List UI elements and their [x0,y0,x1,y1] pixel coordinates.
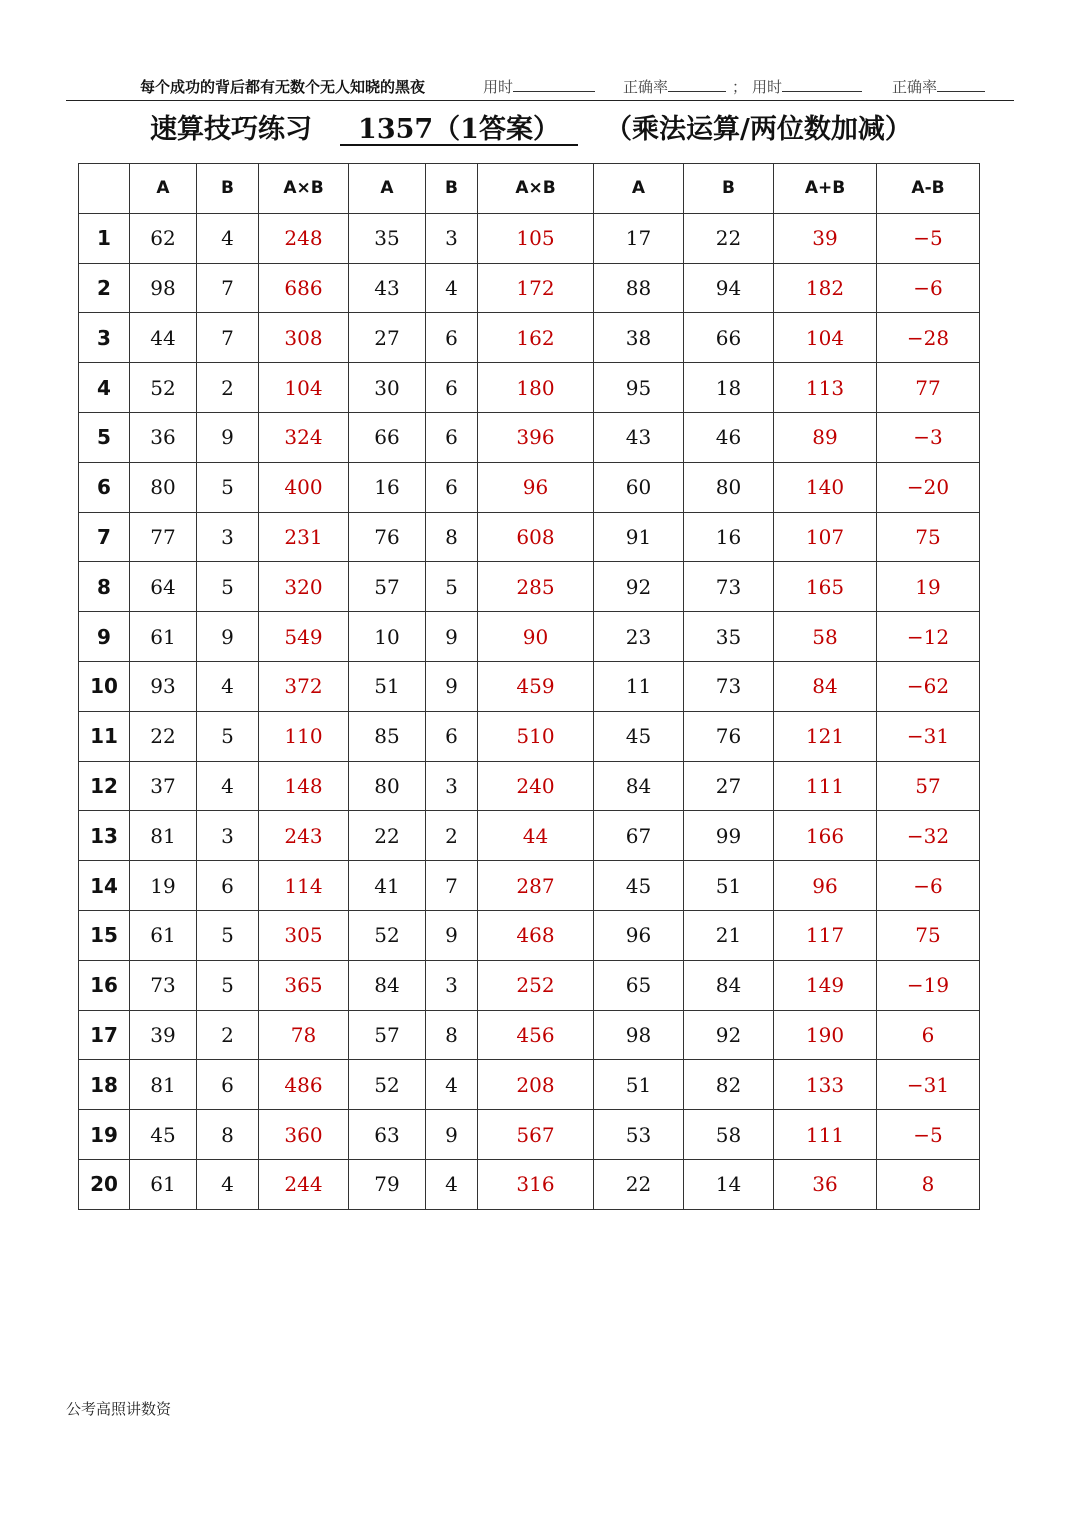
time-label-2-text: 用时 [752,78,783,96]
operand-cell: 8 [426,1010,478,1060]
operand-cell: 92 [594,562,684,612]
table-row [79,711,980,761]
answer-cell: −32 [877,811,980,861]
operand-cell: 39 [130,1010,197,1060]
operand-cell: 38 [594,313,684,363]
operand-cell: 14 [684,1159,774,1209]
operand-cell: 6 [426,711,478,761]
operand-cell: 81 [130,811,197,861]
answer-cell: 567 [478,1110,594,1160]
operand-cell: 4 [197,761,259,811]
operand-cell: 6 [197,1060,259,1110]
answer-cell: 96 [774,861,877,911]
worksheet-title [150,108,950,152]
answer-cell: 140 [774,462,877,512]
operand-cell: 5 [197,562,259,612]
operand-cell: 98 [594,1010,684,1060]
operand-cell: 35 [349,213,426,263]
operand-cell: 80 [130,462,197,512]
answer-cell: 686 [259,263,349,313]
answer-cell: 162 [478,313,594,363]
answer-cell: 459 [478,661,594,711]
operand-cell: 36 [130,412,197,462]
time-label-text: 用时 [483,78,514,96]
operand-cell: 23 [594,612,684,662]
row-number: 18 [79,1060,130,1110]
operand-cell: 46 [684,412,774,462]
answer-cell: 231 [259,512,349,562]
operand-cell: 3 [426,761,478,811]
answer-cell: 121 [774,711,877,761]
row-number: 17 [79,1010,130,1060]
accuracy-label-2-text: 正确率 [892,78,938,96]
operand-cell: 91 [594,512,684,562]
answer-cell: 114 [259,861,349,911]
footer-text: 公考高照讲数资 [66,1400,172,1418]
table-row [79,1060,980,1110]
operand-cell: 19 [130,861,197,911]
answer-cell: 372 [259,661,349,711]
operand-cell: 52 [349,1060,426,1110]
table-row [79,811,980,861]
operand-cell: 8 [426,512,478,562]
operand-cell: 27 [684,761,774,811]
row-number: 5 [79,412,130,462]
table-row [79,313,980,363]
answer-cell: 285 [478,562,594,612]
operand-cell: 45 [130,1110,197,1160]
answer-cell: 133 [774,1060,877,1110]
answer-cell: 111 [774,761,877,811]
answer-cell: 287 [478,861,594,911]
table-row [79,910,980,960]
answer-cell: 78 [259,1010,349,1060]
row-number: 9 [79,612,130,662]
operand-cell: 4 [197,661,259,711]
operand-cell: 4 [426,1159,478,1209]
operand-cell: 84 [594,761,684,811]
answer-cell: −31 [877,711,980,761]
answer-cell: 104 [259,363,349,413]
answer-cell: 316 [478,1159,594,1209]
operand-cell: 53 [594,1110,684,1160]
operand-cell: 84 [684,960,774,1010]
operand-cell: 2 [197,1010,259,1060]
operand-cell: 7 [426,861,478,911]
operand-cell: 41 [349,861,426,911]
row-number: 13 [79,811,130,861]
row-number: 7 [79,512,130,562]
operand-cell: 5 [426,562,478,612]
operand-cell: 9 [197,412,259,462]
operand-cell: 51 [594,1060,684,1110]
operand-cell: 94 [684,263,774,313]
answer-cell: 104 [774,313,877,363]
answer-cell: 172 [478,263,594,313]
answer-cell: 510 [478,711,594,761]
answer-cell: 107 [774,512,877,562]
answer-cell: −6 [877,263,980,313]
operand-cell: 93 [130,661,197,711]
operand-cell: 67 [594,811,684,861]
answer-cell: 308 [259,313,349,363]
answer-cell: 166 [774,811,877,861]
operand-cell: 16 [349,462,426,512]
accuracy-label [623,76,668,98]
operand-cell: 43 [594,412,684,462]
table-row [79,1110,980,1160]
table-row [79,960,980,1010]
operand-cell: 73 [130,960,197,1010]
table-row [79,1010,980,1060]
header-row [79,164,980,214]
title-subtitle: （乘法运算/两位数加减） [605,114,912,145]
row-number: 11 [79,711,130,761]
operand-cell: 4 [197,1159,259,1209]
operand-cell: 9 [426,910,478,960]
answer-cell: 57 [877,761,980,811]
operand-cell: 16 [684,512,774,562]
operand-cell: 22 [594,1159,684,1209]
operand-cell: 43 [349,263,426,313]
column-header: A×B [478,164,594,214]
operand-cell: 4 [197,213,259,263]
row-number: 16 [79,960,130,1010]
operand-cell: 51 [349,661,426,711]
operand-cell: 85 [349,711,426,761]
operand-cell: 5 [197,711,259,761]
answer-cell: 90 [478,612,594,662]
operand-cell: 44 [130,313,197,363]
column-header: A×B [259,164,349,214]
answer-cell: 180 [478,363,594,413]
operand-cell: 17 [594,213,684,263]
column-header: B [684,164,774,214]
operand-cell: 73 [684,562,774,612]
answer-cell: 240 [478,761,594,811]
operand-cell: 9 [197,612,259,662]
answer-cell: 244 [259,1159,349,1209]
operand-cell: 10 [349,612,426,662]
operand-cell: 66 [349,412,426,462]
operand-cell: 22 [349,811,426,861]
operand-cell: 96 [594,910,684,960]
table-row [79,263,980,313]
row-number: 4 [79,363,130,413]
answer-cell: 105 [478,213,594,263]
answer-cell: 468 [478,910,594,960]
answer-cell: 19 [877,562,980,612]
operand-cell: 45 [594,711,684,761]
answer-cell: 39 [774,213,877,263]
time-blank-2[interactable] [782,76,862,92]
operand-cell: 80 [349,761,426,811]
table-body [79,213,980,1209]
operand-cell: 22 [130,711,197,761]
answer-cell: 89 [774,412,877,462]
operand-cell: 6 [426,313,478,363]
operand-cell: 6 [426,363,478,413]
operand-cell: 98 [130,263,197,313]
operand-cell: 5 [197,910,259,960]
answer-cell: 456 [478,1010,594,1060]
operand-cell: 52 [130,363,197,413]
title-main: 速算技巧练习 [150,114,312,145]
answer-cell: 110 [259,711,349,761]
table-row [79,512,980,562]
answer-cell: 84 [774,661,877,711]
column-header: A [594,164,684,214]
column-header [79,164,130,214]
table-row [79,213,980,263]
answer-table [78,163,980,1210]
row-number: 15 [79,910,130,960]
operand-cell: 63 [349,1110,426,1160]
answer-cell: 608 [478,512,594,562]
operand-cell: 45 [594,861,684,911]
table-row [79,861,980,911]
answer-cell: 365 [259,960,349,1010]
column-header: A-B [877,164,980,214]
table-row [79,562,980,612]
table-row [79,761,980,811]
operand-cell: 52 [349,910,426,960]
answer-cell: 75 [877,910,980,960]
answer-cell: 8 [877,1159,980,1209]
operand-cell: 62 [130,213,197,263]
answer-cell: 243 [259,811,349,861]
answer-cell: 111 [774,1110,877,1160]
row-number: 6 [79,462,130,512]
operand-cell: 84 [349,960,426,1010]
motto-text: 每个成功的背后都有无数个无人知晓的黑夜 [140,78,426,96]
table-row [79,661,980,711]
time-label [483,76,513,98]
table-row [79,412,980,462]
answer-cell: −12 [877,612,980,662]
row-number: 12 [79,761,130,811]
page-header [66,76,1014,101]
time-label-2 [752,76,782,98]
operand-cell: 60 [594,462,684,512]
operand-cell: 61 [130,612,197,662]
operand-cell: 9 [426,661,478,711]
answer-cell: 77 [877,363,980,413]
column-header: B [426,164,478,214]
answer-cell: −6 [877,861,980,911]
operand-cell: 5 [197,960,259,1010]
operand-cell: 76 [684,711,774,761]
answer-cell: −19 [877,960,980,1010]
accuracy-label-text: 正确率 [623,78,669,96]
operand-cell: 79 [349,1159,426,1209]
answer-cell: 486 [259,1060,349,1110]
answer-cell: −62 [877,661,980,711]
answer-cell: −28 [877,313,980,363]
answer-cell: 117 [774,910,877,960]
table-row [79,363,980,413]
answer-cell: 320 [259,562,349,612]
operand-cell: 35 [684,612,774,662]
operand-cell: 3 [197,811,259,861]
answer-cell: 36 [774,1159,877,1209]
answer-cell: 248 [259,213,349,263]
table-row [79,612,980,662]
answer-cell: −5 [877,1110,980,1160]
answer-cell: 549 [259,612,349,662]
operand-cell: 58 [684,1110,774,1160]
operand-cell: 3 [197,512,259,562]
answer-cell: 182 [774,263,877,313]
answer-cell: 6 [877,1010,980,1060]
operand-cell: 95 [594,363,684,413]
operand-cell: 82 [684,1060,774,1110]
answer-cell: −3 [877,412,980,462]
table-row [79,462,980,512]
operand-cell: 4 [426,1060,478,1110]
operand-cell: 21 [684,910,774,960]
answer-cell: 75 [877,512,980,562]
operand-cell: 9 [426,1110,478,1160]
operand-cell: 7 [197,263,259,313]
operand-cell: 4 [426,263,478,313]
answer-cell: −20 [877,462,980,512]
answer-cell: 44 [478,811,594,861]
answer-cell: 324 [259,412,349,462]
operand-cell: 37 [130,761,197,811]
row-number: 3 [79,313,130,363]
operand-cell: 7 [197,313,259,363]
table-row [79,1159,980,1209]
operand-cell: 92 [684,1010,774,1060]
operand-cell: 65 [594,960,684,1010]
operand-cell: 80 [684,462,774,512]
operand-cell: 57 [349,562,426,612]
separator: ； [732,78,748,96]
answer-cell: 360 [259,1110,349,1160]
row-number: 10 [79,661,130,711]
operand-cell: 27 [349,313,426,363]
answer-cell: 148 [259,761,349,811]
accuracy-blank-2[interactable] [937,76,985,92]
answer-cell: 396 [478,412,594,462]
operand-cell: 11 [594,661,684,711]
operand-cell: 66 [684,313,774,363]
row-number: 1 [79,213,130,263]
answer-cell: −5 [877,213,980,263]
accuracy-label-2 [892,76,937,98]
operand-cell: 22 [684,213,774,263]
row-number: 20 [79,1159,130,1209]
operand-cell: 64 [130,562,197,612]
row-number: 14 [79,861,130,911]
operand-cell: 18 [684,363,774,413]
row-number: 19 [79,1110,130,1160]
row-number: 8 [79,562,130,612]
operand-cell: 3 [426,213,478,263]
operand-cell: 2 [197,363,259,413]
answer-cell: 58 [774,612,877,662]
operand-cell: 2 [426,811,478,861]
operand-cell: 6 [426,462,478,512]
operand-cell: 51 [684,861,774,911]
operand-cell: 30 [349,363,426,413]
answer-cell: 400 [259,462,349,512]
row-number: 2 [79,263,130,313]
answer-cell: 305 [259,910,349,960]
answer-cell: 208 [478,1060,594,1110]
operand-cell: 77 [130,512,197,562]
operand-cell: 6 [197,861,259,911]
operand-cell: 73 [684,661,774,711]
answer-cell: 165 [774,562,877,612]
time-blank[interactable] [513,76,595,92]
answer-cell: 113 [774,363,877,413]
operand-cell: 57 [349,1010,426,1060]
answer-cell: 190 [774,1010,877,1060]
answer-cell: −31 [877,1060,980,1110]
operand-cell: 61 [130,910,197,960]
operand-cell: 8 [197,1110,259,1160]
operand-cell: 9 [426,612,478,662]
operand-cell: 61 [130,1159,197,1209]
column-header: A [349,164,426,214]
operand-cell: 76 [349,512,426,562]
answer-cell: 252 [478,960,594,1010]
column-header: A+B [774,164,877,214]
operand-cell: 88 [594,263,684,313]
operand-cell: 3 [426,960,478,1010]
operand-cell: 99 [684,811,774,861]
operand-cell: 5 [197,462,259,512]
title-code: 1357（1答案） [340,108,578,146]
operand-cell: 81 [130,1060,197,1110]
column-header: A [130,164,197,214]
answer-cell: 96 [478,462,594,512]
accuracy-blank[interactable] [668,76,726,92]
answer-cell: 149 [774,960,877,1010]
column-header: B [197,164,259,214]
operand-cell: 6 [426,412,478,462]
